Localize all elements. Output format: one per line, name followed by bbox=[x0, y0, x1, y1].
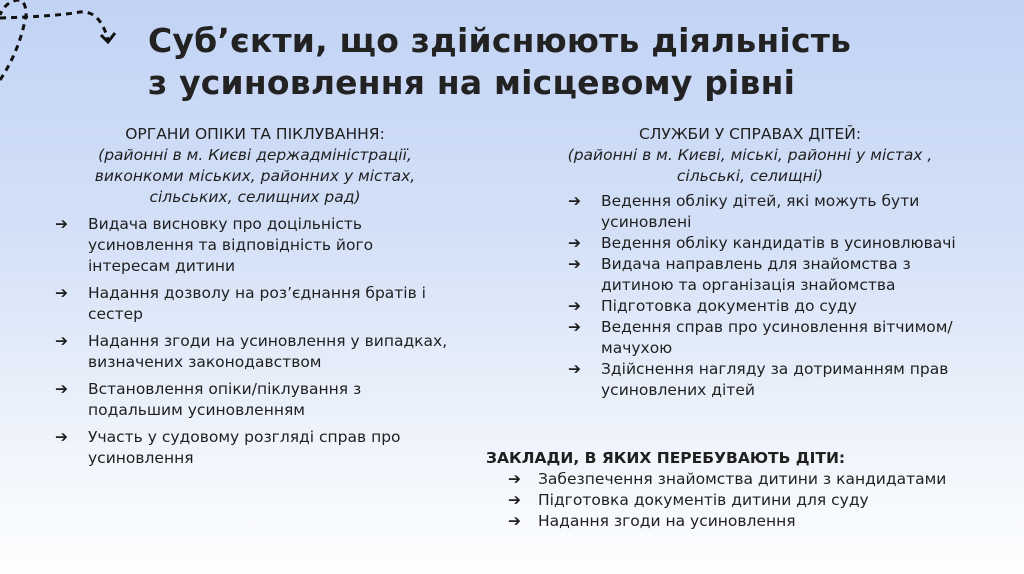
arrow-bullet-icon: ➔ bbox=[508, 512, 521, 530]
arrow-bullet-icon: ➔ bbox=[55, 428, 68, 446]
arrow-bullet-icon: ➔ bbox=[568, 255, 581, 273]
list-item bbox=[55, 379, 455, 421]
list-item bbox=[568, 254, 980, 296]
list-item bbox=[508, 469, 1006, 490]
list-item-text: Ведення обліку кандидатів в усиновлювачі bbox=[601, 234, 956, 252]
list-item-text: Ведення справ про усиновлення вітчимом/мачухою bbox=[601, 318, 953, 357]
section-subtitle: (районні в м. Києві, міські, районні у містах , сільські, селищні) bbox=[567, 146, 933, 185]
guardianship-bodies-section bbox=[55, 124, 455, 475]
arrow-bullet-icon: ➔ bbox=[508, 470, 521, 488]
list-item bbox=[55, 283, 455, 325]
list-item-text: Надання згоди на усиновлення bbox=[538, 512, 796, 530]
arrow-bullet-icon: ➔ bbox=[508, 491, 521, 509]
slide-title bbox=[148, 20, 851, 104]
arrow-bullet-icon: ➔ bbox=[55, 215, 68, 233]
list-item-text: Надання згоди на усиновлення у випадках, визначених законодавством bbox=[88, 332, 448, 371]
list-item-text: Забезпечення знайомства дитини з кандидатами bbox=[538, 470, 947, 488]
arrow-bullet-icon: ➔ bbox=[568, 318, 581, 336]
list-item-text: Участь у судовому розгляді справ про усиновлення bbox=[88, 428, 401, 467]
section-heading: ОРГАНИ ОПІКИ ТА ПІКЛУВАННЯ: bbox=[125, 125, 385, 143]
list-item-text: Ведення обліку дітей, які можуть бути усиновлені bbox=[601, 192, 920, 231]
child-services-section bbox=[540, 124, 980, 401]
list-item bbox=[508, 511, 1006, 532]
list-item-text: Надання дозволу на роз’єднання братів і сестер bbox=[88, 284, 426, 323]
list-item bbox=[508, 490, 1006, 511]
list-item bbox=[568, 191, 980, 233]
list-item bbox=[568, 233, 980, 254]
section-heading: ЗАКЛАДИ, В ЯКИХ ПЕРЕБУВАЮТЬ ДІТИ: bbox=[486, 449, 846, 467]
arrow-bullet-icon: ➔ bbox=[568, 297, 581, 315]
list-item-text: Здійснення нагляду за дотриманням прав усиновлених дітей bbox=[601, 360, 949, 399]
list-item bbox=[568, 359, 980, 401]
list-item-text: Видача направлень для знайомства з дитиною та організація знайомства bbox=[601, 255, 911, 294]
list-item bbox=[568, 317, 980, 359]
arrow-bullet-icon: ➔ bbox=[568, 360, 581, 378]
title-line-1: Суб’єкти, що здійснюють діяльність bbox=[148, 21, 852, 60]
list-item-text: Підготовка документів до суду bbox=[601, 297, 857, 315]
list-item bbox=[55, 427, 455, 469]
list-item-text: Встановлення опіки/піклування з подальшим усиновленням bbox=[88, 380, 362, 419]
section-heading: СЛУЖБИ У СПРАВАХ ДІТЕЙ: bbox=[638, 125, 862, 143]
institutions-section bbox=[486, 448, 1006, 532]
list-item bbox=[55, 331, 455, 373]
arrow-bullet-icon: ➔ bbox=[55, 284, 68, 302]
arrow-bullet-icon: ➔ bbox=[568, 192, 581, 210]
list-item-text: Видача висновку про доцільність усиновлення та відповідність його інтересам дитини bbox=[88, 215, 374, 275]
title-line-2: з усиновлення на місцевому рівні bbox=[148, 63, 796, 102]
list-item-text: Підготовка документів дитини для суду bbox=[538, 491, 869, 509]
dotted-arrow-decoration bbox=[0, 0, 120, 95]
arrow-bullet-icon: ➔ bbox=[55, 332, 68, 350]
list-item bbox=[568, 296, 980, 317]
arrow-bullet-icon: ➔ bbox=[55, 380, 68, 398]
arrow-bullet-icon: ➔ bbox=[568, 234, 581, 252]
list-item bbox=[55, 214, 455, 277]
section-subtitle: (районні в м. Києві держадміністрації, виконкоми міських, районних у містах, сільських, селищних рад) bbox=[94, 146, 416, 206]
